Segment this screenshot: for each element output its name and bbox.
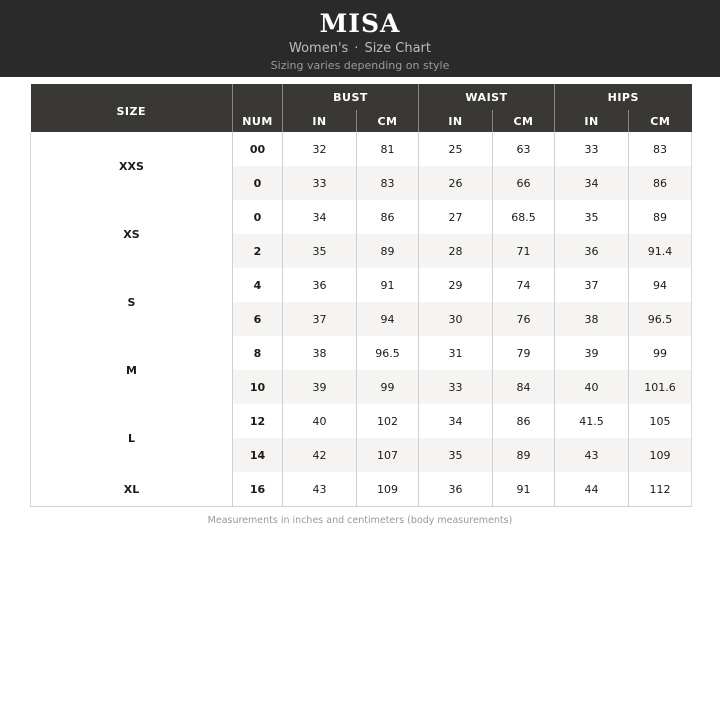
num-cell: 16 <box>233 472 283 507</box>
waist-in-cell: 27 <box>419 200 493 234</box>
waist-cm-cell: 63 <box>493 132 555 166</box>
bust-cm-header: CM <box>357 110 419 132</box>
bust-cm-cell: 107 <box>357 438 419 472</box>
hips-in-cell: 39 <box>555 336 629 370</box>
waist-cm-cell: 66 <box>493 166 555 200</box>
waist-in-cell: 36 <box>419 472 493 507</box>
hips-cm-cell: 101.6 <box>629 370 692 404</box>
bust-cm-cell: 99 <box>357 370 419 404</box>
hips-in-cell: 44 <box>555 472 629 507</box>
bust-in-cell: 33 <box>283 166 357 200</box>
hips-in-cell: 35 <box>555 200 629 234</box>
hips-cm-cell: 96.5 <box>629 302 692 336</box>
hips-cm-header: CM <box>629 110 692 132</box>
hips-in-header: IN <box>555 110 629 132</box>
bust-in-cell: 38 <box>283 336 357 370</box>
subtitle-category: Women's <box>289 41 349 56</box>
num-cell: 6 <box>233 302 283 336</box>
hips-in-cell: 40 <box>555 370 629 404</box>
size-label-cell: M <box>31 336 233 404</box>
bust-in-cell: 32 <box>283 132 357 166</box>
num-header-spacer <box>233 84 283 110</box>
num-cell: 8 <box>233 336 283 370</box>
num-cell: 00 <box>233 132 283 166</box>
bust-cm-cell: 83 <box>357 166 419 200</box>
waist-in-cell: 34 <box>419 404 493 438</box>
sizing-note: Sizing varies depending on style <box>270 59 450 72</box>
subtitle-chart-label: Size Chart <box>364 41 431 56</box>
waist-cm-cell: 84 <box>493 370 555 404</box>
waist-cm-header: CM <box>493 110 555 132</box>
num-cell: 12 <box>233 404 283 438</box>
num-cell: 0 <box>233 166 283 200</box>
hips-cm-cell: 91.4 <box>629 234 692 268</box>
size-column-header: SIZE <box>31 84 233 132</box>
bust-in-cell: 40 <box>283 404 357 438</box>
waist-header: WAIST <box>419 84 555 110</box>
num-cell: 4 <box>233 268 283 302</box>
waist-in-cell: 30 <box>419 302 493 336</box>
table-row <box>31 200 692 234</box>
waist-in-cell: 28 <box>419 234 493 268</box>
hips-cm-cell: 86 <box>629 166 692 200</box>
waist-in-cell: 25 <box>419 132 493 166</box>
num-cell: 10 <box>233 370 283 404</box>
brand-title: MISA <box>319 9 401 38</box>
bust-cm-cell: 86 <box>357 200 419 234</box>
hips-cm-cell: 109 <box>629 438 692 472</box>
bust-in-cell: 43 <box>283 472 357 507</box>
table-row <box>31 268 692 302</box>
hips-cm-cell: 99 <box>629 336 692 370</box>
bust-cm-cell: 81 <box>357 132 419 166</box>
hips-in-cell: 37 <box>555 268 629 302</box>
waist-cm-cell: 91 <box>493 472 555 507</box>
subtitle-separator: · <box>354 41 359 56</box>
table-row <box>31 336 692 370</box>
hips-header: HIPS <box>555 84 692 110</box>
hips-in-cell: 33 <box>555 132 629 166</box>
hips-in-cell: 34 <box>555 166 629 200</box>
table-header <box>31 84 692 132</box>
hips-cm-cell: 83 <box>629 132 692 166</box>
bust-in-cell: 37 <box>283 302 357 336</box>
waist-in-cell: 35 <box>419 438 493 472</box>
page-header <box>0 0 720 77</box>
waist-in-cell: 31 <box>419 336 493 370</box>
hips-cm-cell: 112 <box>629 472 692 507</box>
waist-in-cell: 29 <box>419 268 493 302</box>
waist-in-cell: 26 <box>419 166 493 200</box>
bust-in-cell: 35 <box>283 234 357 268</box>
waist-cm-cell: 71 <box>493 234 555 268</box>
bust-in-cell: 39 <box>283 370 357 404</box>
bust-cm-cell: 96.5 <box>357 336 419 370</box>
size-label-cell: XL <box>31 472 233 507</box>
waist-in-header: IN <box>419 110 493 132</box>
size-label-cell: L <box>31 404 233 472</box>
table-body <box>31 132 692 507</box>
waist-cm-cell: 68.5 <box>493 200 555 234</box>
num-cell: 0 <box>233 200 283 234</box>
bust-in-header: IN <box>283 110 357 132</box>
bust-cm-cell: 102 <box>357 404 419 438</box>
hips-in-cell: 41.5 <box>555 404 629 438</box>
waist-cm-cell: 74 <box>493 268 555 302</box>
size-label-cell: XXS <box>31 132 233 200</box>
waist-cm-cell: 86 <box>493 404 555 438</box>
waist-cm-cell: 76 <box>493 302 555 336</box>
hips-in-cell: 36 <box>555 234 629 268</box>
size-label-cell: XS <box>31 200 233 268</box>
waist-cm-cell: 89 <box>493 438 555 472</box>
hips-cm-cell: 94 <box>629 268 692 302</box>
hips-in-cell: 43 <box>555 438 629 472</box>
bust-cm-cell: 89 <box>357 234 419 268</box>
hips-in-cell: 38 <box>555 302 629 336</box>
waist-in-cell: 33 <box>419 370 493 404</box>
hips-cm-cell: 105 <box>629 404 692 438</box>
bust-in-cell: 36 <box>283 268 357 302</box>
measurement-footnote: Measurements in inches and centimeters (body measurements) <box>207 515 513 526</box>
page-subtitle <box>0 41 720 57</box>
bust-cm-cell: 94 <box>357 302 419 336</box>
waist-cm-cell: 79 <box>493 336 555 370</box>
hips-cm-cell: 89 <box>629 200 692 234</box>
size-chart-table <box>30 84 692 507</box>
num-column-header: NUM <box>233 110 283 132</box>
size-label-cell: S <box>31 268 233 336</box>
bust-in-cell: 34 <box>283 200 357 234</box>
bust-cm-cell: 91 <box>357 268 419 302</box>
table-row <box>31 404 692 438</box>
bust-header: BUST <box>283 84 419 110</box>
table-row <box>31 472 692 507</box>
num-cell: 14 <box>233 438 283 472</box>
table-row <box>31 132 692 166</box>
num-cell: 2 <box>233 234 283 268</box>
bust-cm-cell: 109 <box>357 472 419 507</box>
bust-in-cell: 42 <box>283 438 357 472</box>
